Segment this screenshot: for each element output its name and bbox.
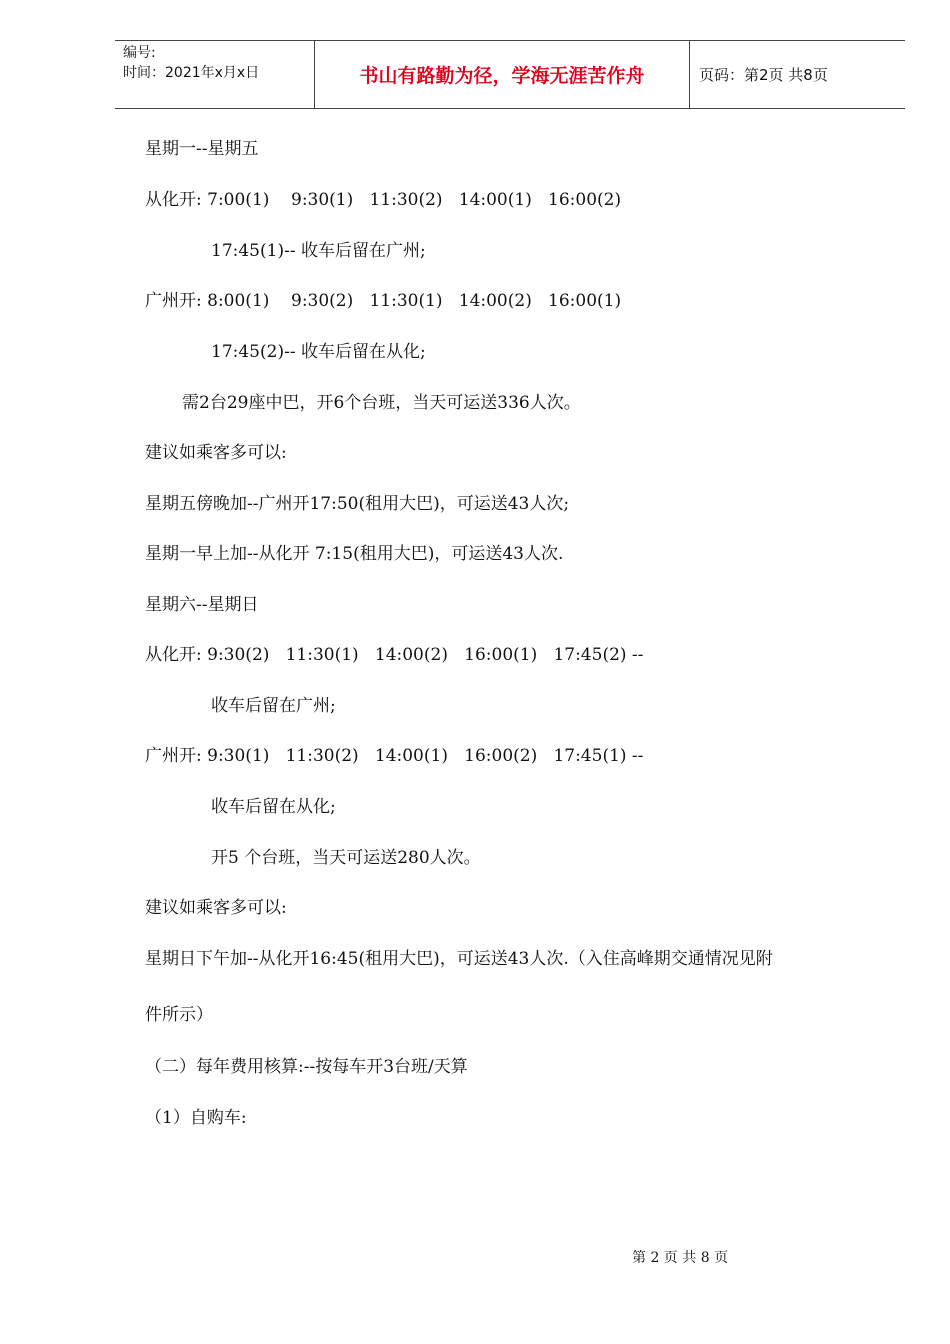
schedule-line: 17:45(1)-- 收车后留在广州; <box>211 241 426 261</box>
suggestion-line: 件所示） <box>145 1005 213 1025</box>
document-time-label: 时间：2021年x月x日 <box>123 65 260 81</box>
schedule-line: 收车后留在广州; <box>211 696 336 716</box>
header-meta <box>115 41 315 108</box>
schedule-line: 广州开: 9:30(1) 11:30(2) 14:00(1) 16:00(2) 17:45(1) -- <box>145 746 644 766</box>
document-number-label: 编号: <box>123 45 156 61</box>
schedule-line: 广州开: 8:00(1) 9:30(2) 11:30(1) 14:00(2) 16:00(1) <box>145 291 622 311</box>
weekday-heading: 星期一--星期五 <box>145 139 259 159</box>
schedule-line: 17:45(2)-- 收车后留在从化; <box>211 342 426 362</box>
suggestion-line: 星期五傍晚加--广州开17:50(租用大巴)，可运送43人次; <box>145 494 570 514</box>
header-page-number: 页码：第2页 共8页 <box>699 66 828 84</box>
schedule-line: 收车后留在从化; <box>211 797 336 817</box>
summary-line: 开5 个台班，当天可运送280人次。 <box>211 848 481 868</box>
suggestion-line: 星期日下午加--从化开16:45(租用大巴)，可运送43人次.（入住高峰期交通情况见附 <box>145 949 773 969</box>
suggestion-heading: 建议如乘客多可以: <box>145 443 287 463</box>
header-motto: 书山有路勤为径，学海无涯苦作舟 <box>315 41 690 108</box>
summary-line: 需2台29座中巴，开6个台班，当天可运送336人次。 <box>182 393 581 413</box>
page-header <box>115 40 905 109</box>
footer-page-number: 第 2 页 共 8 页 <box>632 1250 729 1266</box>
schedule-line: 从化开: 9:30(2) 11:30(1) 14:00(2) 16:00(1) 17:45(2) -- <box>145 645 644 665</box>
suggestion-heading: 建议如乘客多可以: <box>145 898 287 918</box>
subsection-heading: （1）自购车: <box>145 1108 247 1128</box>
suggestion-line: 星期一早上加--从化开 7:15(租用大巴)，可运送43人次. <box>145 544 564 564</box>
schedule-line: 从化开: 7:00(1) 9:30(1) 11:30(2) 14:00(1) 16:00(2) <box>145 190 622 210</box>
weekend-heading: 星期六--星期日 <box>145 595 259 615</box>
section-heading: （二）每年费用核算:--按每车开3台班/天算 <box>145 1057 468 1077</box>
